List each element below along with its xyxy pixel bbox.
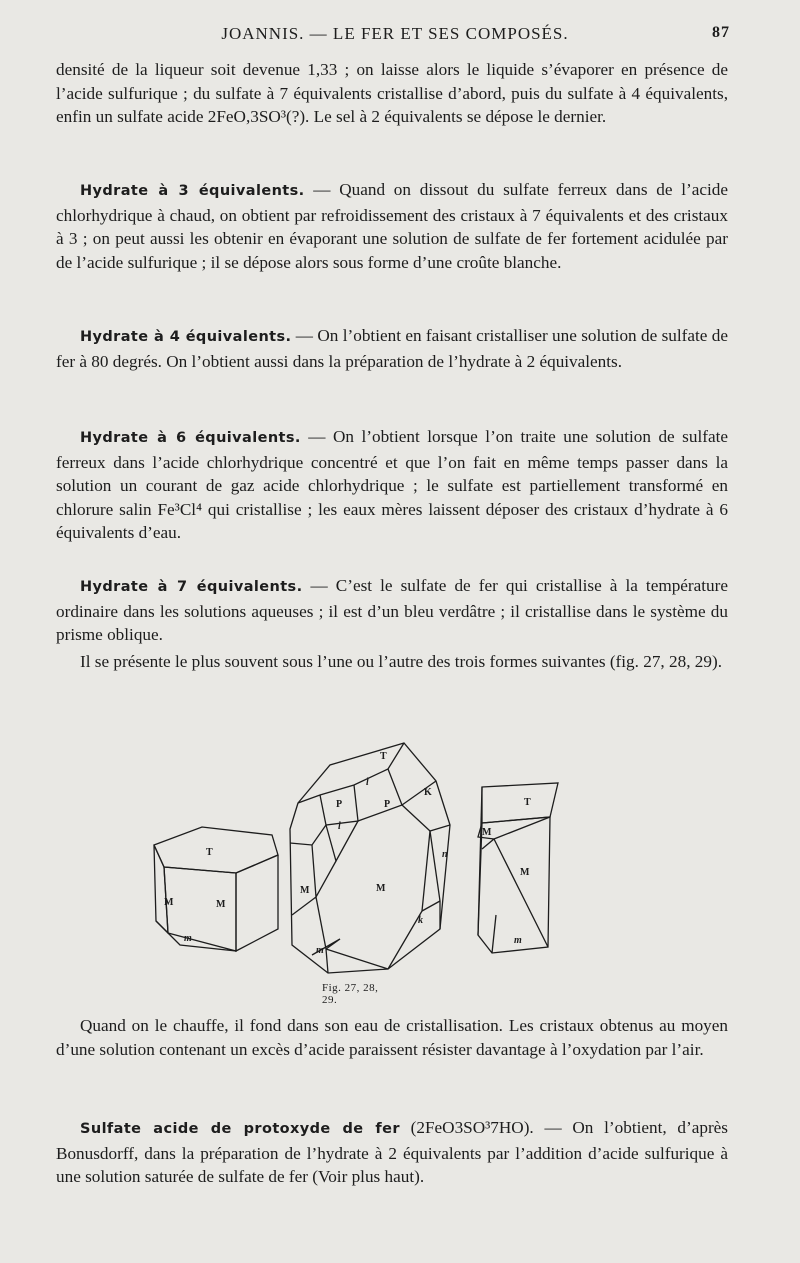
label-fig28-M2: M	[376, 883, 386, 894]
section-heading: Hydrate à 6 équivalents.	[80, 430, 301, 446]
label-fig28-T: T	[380, 751, 387, 762]
figure-caption: Fig. 27, 28, 29.	[322, 982, 379, 1006]
label-fig28-n: n	[442, 849, 448, 860]
paragraph-hydrate-4	[56, 324, 728, 373]
crystal-fig-29	[478, 783, 558, 953]
section-heading: Hydrate à 4 équivalents.	[80, 329, 292, 345]
label-fig29-M2: M	[520, 867, 530, 878]
running-head-title: JOANNIS. — LE FER ET SES COMPOSÉS.	[221, 24, 569, 43]
label-fig28-K: K	[424, 787, 432, 798]
label-fig29-T: T	[524, 797, 531, 808]
label-fig28-P2: P	[384, 799, 391, 810]
paragraph-text: — On l’obtient en faisant cristalliser une solution de sulfate de fer à 80 degrés. On l’obtient aussi dans la préparation de l’hydrate à 2 équivalents.	[56, 326, 728, 371]
label-fig28-m: m	[316, 945, 324, 956]
label-fig29-m: m	[514, 935, 522, 946]
label-fig29-M: M	[482, 827, 492, 838]
label-fig28-M: M	[300, 885, 310, 896]
page-number: 87	[712, 24, 730, 41]
paragraph-continuation	[56, 58, 728, 129]
label-fig27-M: M	[164, 897, 174, 908]
paragraph-text: — On l’obtient lorsque l’on traite une solution de sulfate ferreux dans l’acide chlorhydrique concentré et que l’on fait en même temps passer dans la solution un courant de gaz acide chlorhydrique ; le sulfate est partiellement transformé en chlorure salin Fe³Cl⁴ qui cristallise ; les eaux mères laissent déposer des cristaux d’hydrate à 6 équivalents d’eau.	[56, 427, 728, 542]
paragraph-text: Quand on le chauffe, il fond dans son eau de cristallisation. Les cristaux obtenus au moyen d’une solution contenant un excès d’acide paraissent résister davantage à l’oxydation par l’air.	[56, 1016, 728, 1059]
crystal-fig-28	[290, 743, 450, 973]
paragraph-text: densité de la liqueur soit devenue 1,33 ; on laisse alors le liquide s’évaporer en présence de l’acide sulfurique ; du sulfate à 7 équivalents cristallise d’abord, puis du sulfate à 4 équivalents, enfin un sulfate acide 2FeO,3SO³(?). Le sel à 2 équivalents se dépose le dernier.	[56, 60, 728, 126]
crystal-figure	[140, 725, 580, 1005]
label-fig27-m: m	[184, 933, 192, 944]
section-heading: Hydrate à 7 équivalents.	[80, 579, 303, 595]
label-fig28-P: P	[336, 799, 343, 810]
label-fig28-l2: l	[338, 821, 341, 832]
paragraph-text: — C’est le sulfate de fer qui cristallise à la température ordinaire dans les solutions aqueuses ; il est d’un bleu verdâtre ; il cristallise dans le système du prisme oblique.	[56, 576, 728, 644]
paragraph-heating	[56, 1014, 728, 1061]
label-fig27-M2: M	[216, 899, 226, 910]
section-heading: Hydrate à 3 équivalents.	[80, 183, 305, 199]
paragraph-text: (2FeO3SO³7HO). — On l’obtient, d’après Bonusdorff, dans la préparation de l’hydrate à 2 équivalents par l’addition d’acide sulfurique à une solution saturée de sulfate de fer (Voir plus haut).	[56, 1118, 728, 1186]
label-fig27-T: T	[206, 847, 213, 858]
running-head	[60, 24, 730, 48]
label-fig28-k: k	[418, 915, 423, 926]
crystal-fig-27	[154, 827, 278, 951]
paragraph-hydrate-6	[56, 425, 728, 545]
paragraph-hydrate-7	[56, 574, 728, 647]
crystal-drawings	[140, 725, 580, 1005]
paragraph-text: Il se présente le plus souvent sous l’une ou l’autre des trois formes suivantes (fig. 27, 28, 29).	[80, 652, 723, 671]
label-fig28-l: l	[366, 777, 369, 788]
paragraph-hydrate-3	[56, 178, 728, 274]
paragraph-text: — Quand on dissout du sulfate ferreux dans de l’acide chlorhydrique à chaud, on obtient par refroidissement des cristaux à 7 équivalents et des cristaux à 3 ; on peut aussi les obtenir en évaporant une solution de sulfate de fer fortement acidulée par de l’acide sulfurique ; il se dépose alors sous forme d’une croûte blanche.	[56, 180, 728, 272]
section-heading: Sulfate acide de protoxyde de fer	[80, 1121, 400, 1137]
paragraph-acid-sulfate	[56, 1116, 728, 1189]
paragraph-forms	[56, 650, 728, 674]
